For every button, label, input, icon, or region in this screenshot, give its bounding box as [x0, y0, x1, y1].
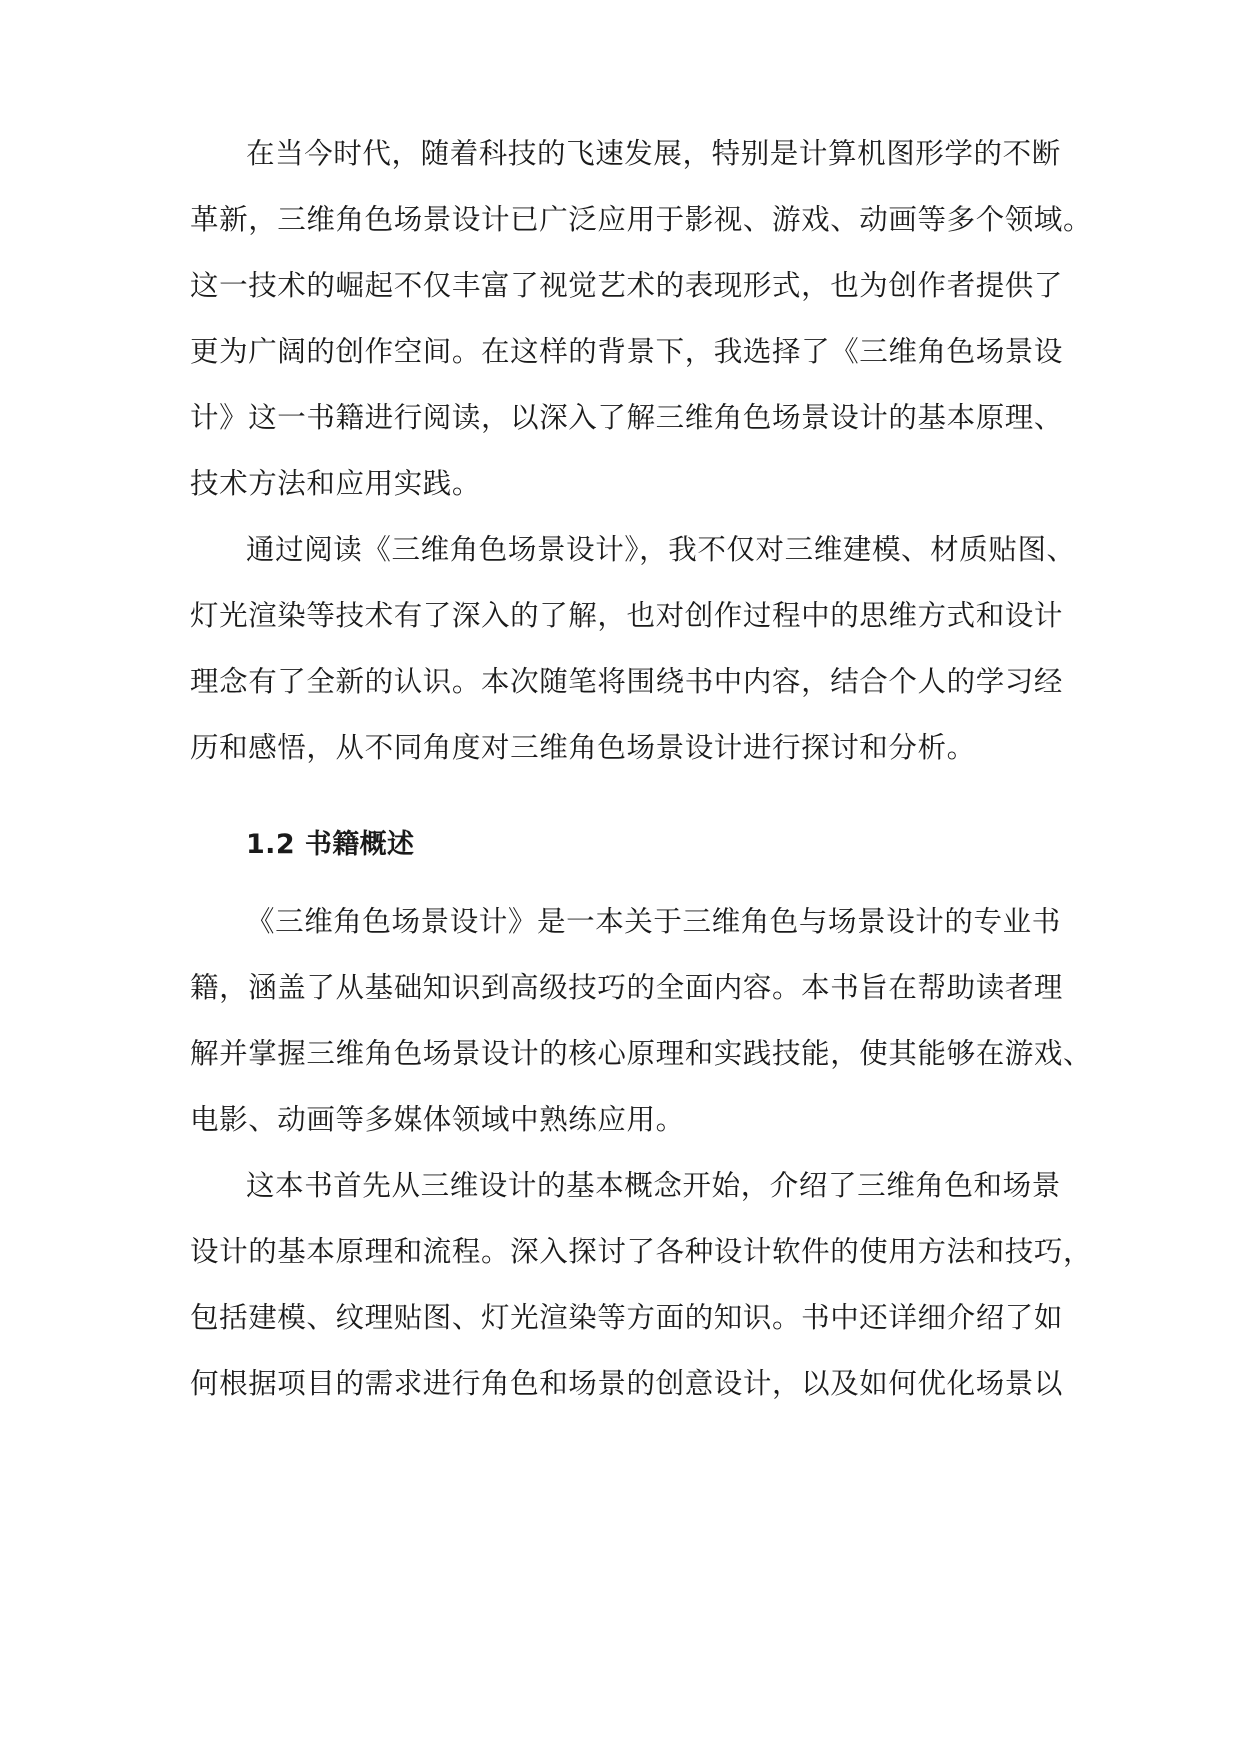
paragraph-2-line-3: 理念有了全新的认识。本次随笔将围绕书中内容，结合个人的学习经: [190, 665, 1064, 698]
paragraph-1-line-1: 在当今时代，随着科技的飞速发展，特别是计算机图形学的不断: [246, 137, 1061, 170]
paragraph-3-line-1: 《三维角色场景设计》是一本关于三维角色与场景设计的专业书: [246, 905, 1061, 938]
paragraph-3-line-2: 籍，涵盖了从基础知识到高级技巧的全面内容。本书旨在帮助读者理: [190, 971, 1064, 1004]
paragraph-2-line-1: 通过阅读《三维角色场景设计》，我不仅对三维建模、材质贴图、: [246, 533, 1076, 566]
paragraph-4-line-4: 何根据项目的需求进行角色和场景的创意设计，以及如何优化场景以: [190, 1367, 1064, 1400]
section-heading: 1.2 书籍概述: [246, 829, 415, 860]
paragraph-4-line-1: 这本书首先从三维设计的基本概念开始，介绍了三维角色和场景: [246, 1169, 1061, 1202]
paragraph-1-line-3: 这一技术的崛起不仅丰富了视觉艺术的表现形式，也为创作者提供了: [190, 269, 1064, 302]
paragraph-3-line-4: 电影、动画等多媒体领域中熟练应用。: [190, 1103, 685, 1136]
paragraph-4-line-2: 设计的基本原理和流程。深入探讨了各种设计软件的使用方法和技巧，: [190, 1235, 1093, 1268]
paragraph-1-line-2: 革新，三维角色场景设计已广泛应用于影视、游戏、动画等多个领域。: [190, 203, 1093, 236]
paragraph-3-line-3: 解并掌握三维角色场景设计的核心原理和实践技能，使其能够在游戏、: [190, 1037, 1093, 1070]
paragraph-2-line-4: 历和感悟，从不同角度对三维角色场景设计进行探讨和分析。: [190, 731, 976, 764]
paragraph-1-line-4: 更为广阔的创作空间。在这样的背景下，我选择了《三维角色场景设: [190, 335, 1064, 368]
paragraph-4-line-3: 包括建模、纹理贴图、灯光渲染等方面的知识。书中还详细介绍了如: [190, 1301, 1064, 1334]
paragraph-1-line-5: 计》这一书籍进行阅读，以深入了解三维角色场景设计的基本原理、: [190, 401, 1064, 434]
paragraph-1-line-6: 技术方法和应用实践。: [190, 467, 482, 500]
paragraph-2-line-2: 灯光渲染等技术有了深入的了解，也对创作过程中的思维方式和设计: [190, 599, 1064, 632]
